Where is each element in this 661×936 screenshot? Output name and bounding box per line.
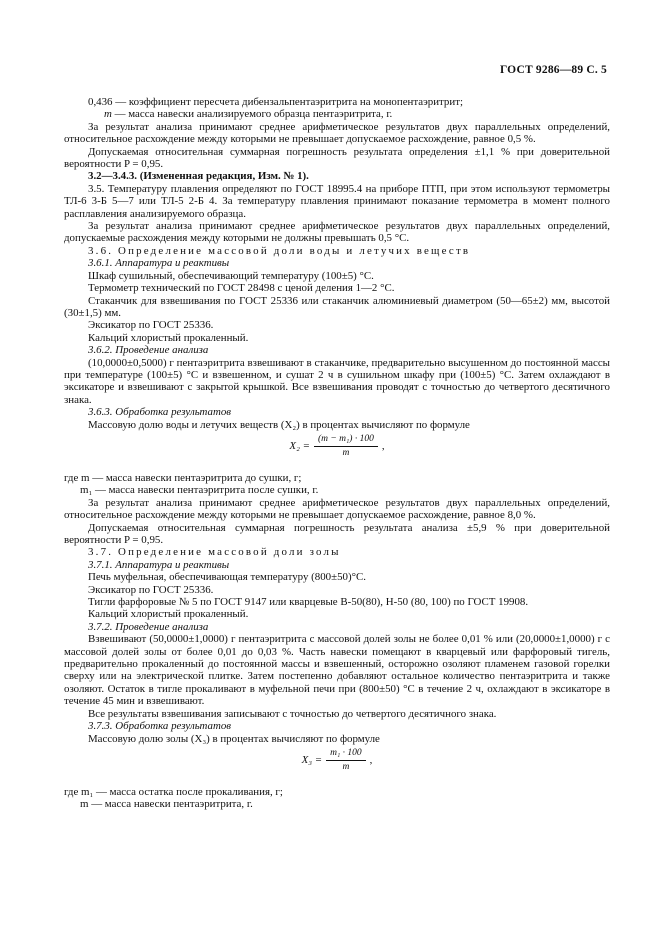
formula-tail: ,: [369, 754, 373, 767]
amendment-note: 3.2—3.4.3. (Измененная редакция, Изм. № 1).: [88, 170, 309, 183]
text-line: Все результаты взвешивания записывают с точностью до четвертого десятичного знака.: [88, 707, 497, 720]
paragraph: Стаканчик для взвешивания по ГОСТ 25336 или стаканчик алюминиевый диаметром (50—65±2) мм, высотой (30±1,5) мм.: [64, 294, 610, 319]
paragraph: За результат анализа принимают среднее арифметическое результатов двух параллельных определений, допускаемые расхождения между которыми не должны превышать 0,5 °С.: [64, 220, 610, 245]
page-header: ГОСТ 9286—89 С. 5: [499, 64, 607, 76]
subsection-heading: 3.7.2. Проведение анализа: [88, 620, 209, 633]
variable: m: [104, 108, 112, 121]
text-line: где m — масса навески пентаэритрита до сушки, г;: [64, 471, 302, 484]
formula-tail: ,: [381, 440, 385, 453]
paragraph: Допускаемая относительная суммарная погрешность результата анализа ±5,9 % при доверительной вероятности P = 0,95.: [64, 521, 610, 546]
paragraph: За результат анализа принимают среднее арифметическое результатов двух параллельных определений, относительное расхождение между которыми не превышает допускаемое расхождение, равное 8,0 %.: [64, 496, 610, 522]
fraction: [326, 748, 366, 773]
text-line: Шкаф сушильный, обеспечивающий температуру (100±5) °С.: [88, 269, 374, 282]
text-line: m₁ — масса навески пентаэритрита после сушки, г.: [80, 484, 319, 497]
text-line: Тигли фарфоровые № 5 по ГОСТ 9147 или кварцевые В-50(80), Н-50 (80, 100) по ГОСТ 19908.: [88, 596, 529, 609]
formula-x2: [64, 434, 610, 468]
text-line: m — масса навески пентаэритрита, г.: [80, 798, 253, 811]
denominator: m: [342, 761, 350, 772]
paragraph: Взвешивают (50,0000±1,0000) г пентаэритрита с массовой долей золы не более 0,01 % или (20,0000±1,0000) г с массовой долей золы от более 0,01 до 0,03 %. Часть навески помещают в кварцевый или фарфоровый тигель, предварительно прокаленный до постоянной массы и взвешенный, осторожно озоляют пламенем газовой горелки сверху или на электрической плитке. Затем постепенно добавляют остальное количество пентаэритрита и также озоляют. Остаток в тигле прокаливают в муфельной печи при (800±50) °С в течение 2 ч, охлаждают в эксикаторе в течение 45 мин и взвешивают.: [64, 633, 610, 708]
subsection-heading: 3.7.3. Обработка результатов: [88, 720, 231, 733]
numerator: m₁ · 100: [326, 748, 366, 761]
text-line: Термометр технический по ГОСТ 28498 с ценой деления 1—2 °С.: [88, 282, 395, 295]
fraction: [314, 434, 378, 459]
text-line: 0,436 — коэффициент пересчета дибензальпентаэритрита на монопентаэритрит;: [88, 96, 463, 108]
text-line: Кальций хлористый прокаленный.: [88, 608, 249, 621]
text-line: Массовую долю воды и летучих веществ (X₂) в процентах вычисляют по формуле: [88, 418, 470, 431]
subsection-heading: 3.7.1. Аппаратура и реактивы: [88, 558, 230, 571]
text-line: где m₁ — масса остатка после прокаливания, г;: [64, 785, 283, 798]
numerator: (m − m₁) · 100: [314, 434, 378, 447]
text-line: Эксикатор по ГОСТ 25336.: [88, 583, 214, 596]
formula-lhs: X₂ =: [289, 440, 310, 453]
subsection-heading: 3.6.3. Обработка результатов: [88, 406, 231, 419]
text-line: Кальций хлористый прокаленный.: [88, 331, 249, 344]
document-body: [64, 96, 610, 811]
subsection-heading: 3.6.2. Проведение анализа: [88, 344, 209, 357]
paragraph: Допускаемая относительная суммарная погрешность результата определения ±1,1 % при доверительной вероятности P = 0,95.: [64, 145, 610, 171]
section-heading: 3.6. Определение массовой доли воды и летучих веществ: [88, 244, 471, 257]
denominator: m: [342, 447, 350, 458]
text-line: Печь муфельная, обеспечивающая температуру (800±50)°С.: [88, 571, 366, 584]
paragraph: 3.5. Температуру плавления определяют по ГОСТ 18995.4 на приборе ПТП, при этом используют термометры ТЛ-6 3-Б 5—7 или ТЛ-5 2-Б 4. За температуру плавления принимают показание термометра в момент полного расплавления анализируемого образца.: [64, 182, 610, 220]
paragraph: За результат анализа принимают среднее арифметическое результатов двух параллельных определений, относительное расхождение между которыми не превышает допускаемое расхождение, равное 0,5 %.: [64, 120, 610, 146]
text-line: Эксикатор по ГОСТ 25336.: [88, 319, 214, 332]
text-span: — масса навески анализируемого образца пентаэритрита, г.: [111, 108, 393, 121]
section-heading: 3.7. Определение массовой доли золы: [88, 546, 341, 559]
paragraph: (10,0000±0,5000) г пентаэритрита взвешивают в стаканчике, предварительно высушенном до постоянной массы при температуре (100±5) °С и взвешенном, и сушат 2 ч в сушильном шкафу при (100±5) °С. Затем охлаждают в эксикаторе и взвешивают с закрытой крышкой. Все взвешивания проводят с точностью до четвертого десятичного знака.: [64, 356, 610, 406]
text-line: Массовую долю золы (X₃) в процентах вычисляют по формуле: [88, 732, 380, 745]
subsection-heading: 3.6.1. Аппаратура и реактивы: [88, 257, 230, 270]
formula-lhs: X₃ =: [301, 754, 323, 767]
formula-x3: [64, 748, 610, 782]
text-line: [64, 108, 610, 120]
